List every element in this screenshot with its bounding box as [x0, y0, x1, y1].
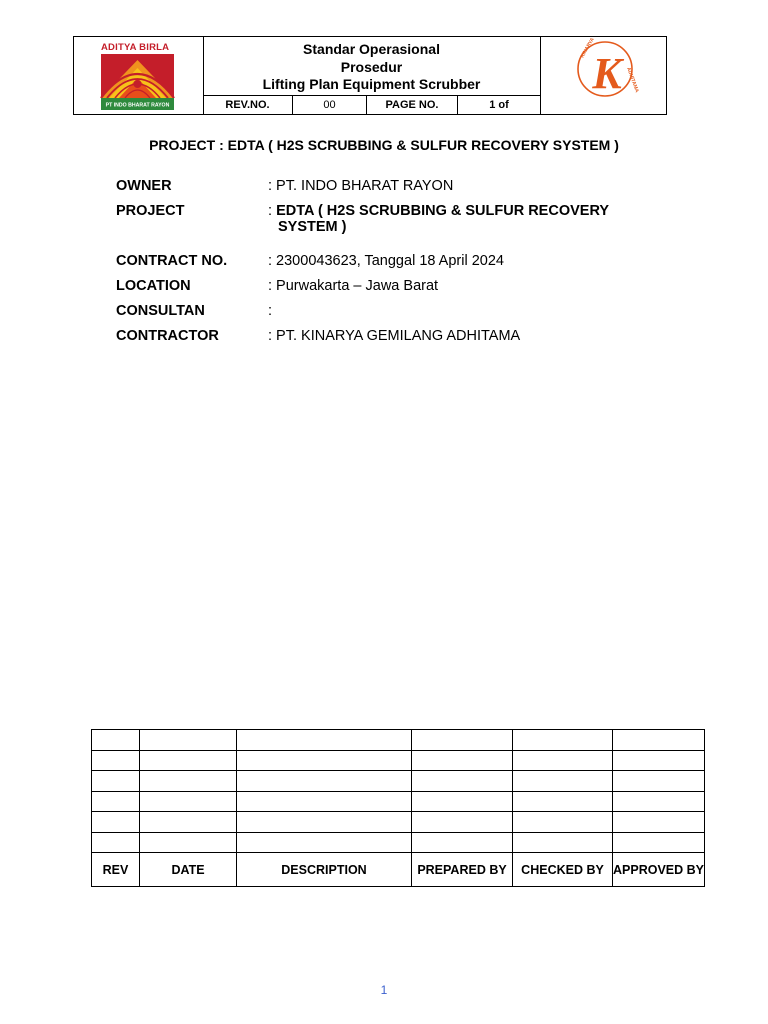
date-header: DATE — [140, 853, 237, 887]
table-cell — [613, 791, 705, 812]
company-stamp — [574, 36, 640, 100]
table-cell — [513, 832, 613, 853]
contractor-value: : PT. KINARYA GEMILANG ADHITAMA — [268, 328, 521, 344]
table-row — [92, 771, 705, 792]
checked-by-header: CHECKED BY — [513, 853, 613, 887]
table-cell — [92, 750, 140, 771]
aditya-birla-logo — [101, 54, 174, 110]
table-row — [92, 832, 705, 853]
table-cell — [140, 730, 237, 751]
document-title — [203, 37, 540, 95]
table-cell — [513, 750, 613, 771]
rev-no-label: REV.NO. — [203, 96, 293, 114]
table-row — [92, 791, 705, 812]
title-line-3: Lifting Plan Equipment Scrubber — [262, 76, 481, 92]
table-cell — [513, 812, 613, 833]
logo-cell — [74, 37, 204, 114]
contractor-label: CONTRACTOR — [116, 328, 219, 344]
table-cell — [92, 832, 140, 853]
contract-label: CONTRACT NO. — [116, 253, 228, 269]
table-cell — [140, 812, 237, 833]
owner-label: OWNER — [116, 178, 172, 194]
title-line-2: Prosedur — [340, 58, 403, 75]
project-heading: PROJECT : EDTA ( H2S SCRUBBING & SULFUR RECOVERY SYSTEM ) — [149, 137, 619, 153]
table-cell — [513, 771, 613, 792]
table-cell — [237, 832, 412, 853]
table-cell — [140, 750, 237, 771]
contract-value: : 2300043623, Tanggal 18 April 2024 — [268, 253, 504, 269]
table-cell — [237, 791, 412, 812]
table-cell — [237, 750, 412, 771]
table-cell — [412, 812, 513, 833]
rev-page-row — [203, 95, 540, 114]
document-header — [73, 36, 667, 115]
stamp-text-right: ADHITAMA — [625, 66, 640, 94]
table-cell — [237, 812, 412, 833]
table-cell — [140, 832, 237, 853]
project-value-line-1: EDTA ( H2S SCRUBBING & SULFUR RECOVERY — [276, 203, 610, 219]
table-cell — [412, 791, 513, 812]
page-number: 1 — [380, 983, 388, 997]
logo-brand-text: ADITYA BIRLA — [101, 42, 170, 53]
project-value — [268, 203, 609, 235]
title-cell — [203, 37, 540, 114]
consultan-value: : — [268, 303, 273, 319]
table-row — [92, 750, 705, 771]
revision-table — [91, 729, 705, 887]
rev-no-value: 00 — [293, 96, 367, 114]
table-cell — [237, 730, 412, 751]
table-cell — [92, 812, 140, 833]
title-line-1: Standar Operasional — [303, 41, 440, 57]
table-row — [92, 730, 705, 751]
table-cell — [412, 730, 513, 751]
table-cell — [412, 750, 513, 771]
table-cell — [613, 730, 705, 751]
prepared-by-header: PREPARED BY — [412, 853, 513, 887]
project-value-line-2: SYSTEM ) — [278, 219, 347, 235]
consultan-label: CONSULTAN — [116, 303, 205, 319]
table-cell — [613, 750, 705, 771]
stamp-letter: K — [592, 49, 622, 98]
location-label: LOCATION — [116, 278, 191, 294]
description-header: DESCRIPTION — [237, 853, 412, 887]
table-cell — [412, 832, 513, 853]
table-cell — [412, 771, 513, 792]
table-cell — [140, 791, 237, 812]
stamp-text-top: KINARYA — [579, 36, 596, 59]
table-cell — [92, 771, 140, 792]
project-colon: : — [268, 203, 277, 219]
table-cell — [513, 791, 613, 812]
revision-table-body — [92, 730, 705, 887]
table-row — [92, 812, 705, 833]
table-cell — [92, 791, 140, 812]
page-no-value: 1 of — [489, 99, 509, 111]
table-cell — [613, 832, 705, 853]
table-cell — [237, 771, 412, 792]
location-value: : Purwakarta – Jawa Barat — [268, 278, 439, 294]
owner-value: : PT. INDO BHARAT RAYON — [268, 178, 454, 194]
logo-tagline: PT INDO BHARAT RAYON — [105, 102, 170, 109]
table-cell — [92, 730, 140, 751]
table-cell — [613, 812, 705, 833]
revision-header-row — [92, 853, 705, 887]
table-cell — [140, 771, 237, 792]
project-label: PROJECT — [116, 203, 185, 219]
stamp-cell — [540, 37, 667, 114]
approved-by-header: APPROVED BY — [613, 853, 705, 887]
table-cell — [613, 771, 705, 792]
rev-header: REV — [92, 853, 140, 887]
page-no-label: PAGE NO. — [367, 96, 458, 114]
table-cell — [513, 730, 613, 751]
